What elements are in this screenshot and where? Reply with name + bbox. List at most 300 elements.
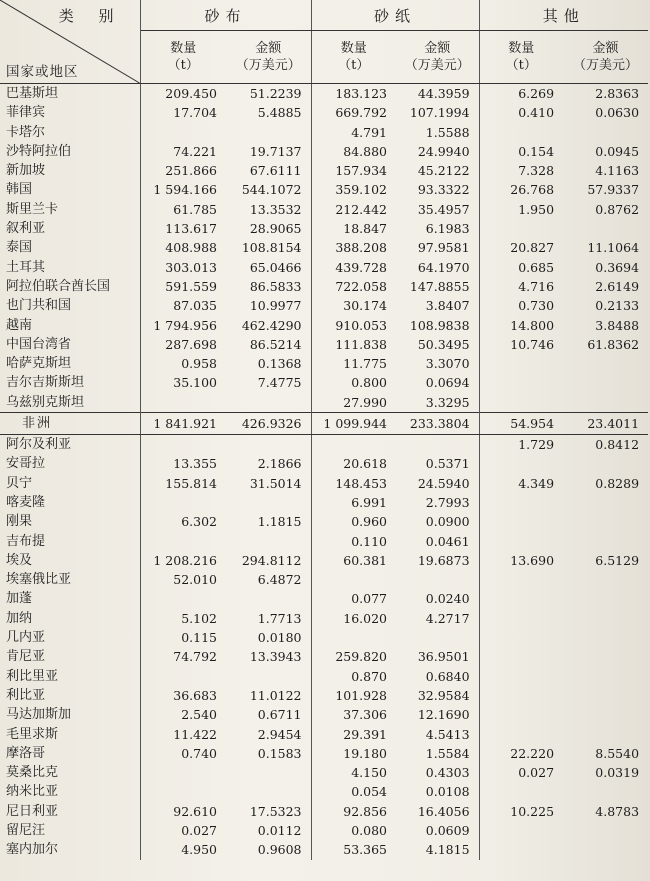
subheader-amount: 金额 （万美元） [563, 31, 648, 84]
cloth-quantity-cell: 6.302 [181, 514, 217, 530]
other-quantity-cell: 1.950 [518, 201, 555, 217]
country-name: 肯尼亚 [0, 647, 140, 666]
cloth-amount-cell [226, 532, 311, 551]
other-quantity-cell [479, 589, 563, 608]
paper-amount-cell: 97.9581 [396, 238, 479, 257]
table-row [0, 821, 648, 840]
cloth-quantity-cell: 1 841.921 [140, 413, 226, 435]
paper-amount-cell: 0.0108 [396, 782, 479, 801]
country-name: 利比里亚 [0, 667, 140, 686]
country-name: 塞内加尔 [0, 840, 140, 859]
country-name: 利比亚 [0, 686, 140, 705]
paper-amount-cell [396, 628, 479, 647]
cloth-quantity-cell: 2.540 [181, 707, 217, 723]
cloth-quantity-cell: 11.422 [173, 726, 217, 742]
cloth-amount-cell: 544.1072 [226, 180, 311, 199]
paper-amount-cell: 3.8407 [396, 296, 479, 315]
cloth-quantity-cell: 13.355 [173, 456, 217, 472]
cloth-amount-cell: 108.8154 [226, 238, 311, 257]
paper-quantity-cell: 359.102 [335, 182, 388, 198]
other-quantity-cell [479, 532, 563, 551]
cloth-quantity-cell: 1 794.956 [153, 317, 217, 333]
paper-quantity-cell [311, 628, 396, 647]
paper-quantity-cell: 11.775 [343, 356, 388, 372]
paper-quantity-cell: 20.618 [343, 456, 388, 472]
cloth-quantity-cell: 87.035 [173, 298, 217, 314]
other-quantity-cell [479, 512, 563, 531]
cloth-quantity-cell: 251.866 [165, 163, 217, 179]
paper-quantity-cell: 101.928 [335, 687, 388, 703]
cloth-quantity-cell [140, 123, 226, 142]
cloth-quantity-cell: 74.221 [173, 143, 217, 159]
cloth-quantity-cell [140, 667, 226, 686]
other-quantity-cell [479, 354, 563, 373]
other-amount-cell: 6.5129 [595, 552, 640, 568]
other-amount-cell [563, 512, 648, 531]
table-row [0, 647, 648, 666]
cloth-quantity-cell [140, 435, 226, 455]
other-amount-cell: 0.2133 [595, 298, 640, 314]
paper-amount-cell: 3.3295 [396, 393, 479, 413]
cloth-quantity-cell: 92.610 [173, 803, 217, 819]
other-amount-cell [563, 219, 648, 238]
other-quantity-cell [479, 454, 563, 473]
other-amount-cell [563, 840, 648, 859]
other-amount-cell: 8.5540 [595, 745, 640, 761]
other-amount-cell: 0.0319 [595, 765, 640, 781]
cloth-amount-cell: 19.7137 [226, 142, 311, 161]
other-quantity-cell: 26.768 [510, 182, 555, 198]
other-quantity-cell: 4.349 [518, 475, 555, 491]
paper-quantity-cell: 0.870 [351, 668, 388, 684]
subheader-quantity: 数量 （t） [479, 31, 563, 84]
cloth-quantity-cell: 52.010 [173, 572, 217, 588]
cloth-amount-cell: 51.2239 [226, 84, 311, 104]
other-amount-cell [563, 686, 648, 705]
cloth-amount-cell [226, 393, 311, 413]
cloth-amount-cell: 0.0180 [226, 628, 311, 647]
country-name: 中国台湾省 [0, 335, 140, 354]
table-row [0, 840, 648, 859]
paper-quantity-cell: 92.856 [343, 803, 388, 819]
paper-quantity-cell: 1 099.944 [311, 413, 396, 435]
other-amount-cell: 23.4011 [563, 413, 648, 435]
cloth-amount-cell: 0.1368 [226, 354, 311, 373]
other-quantity-cell [479, 686, 563, 705]
other-quantity-cell [479, 219, 563, 238]
paper-quantity-cell: 722.058 [335, 278, 388, 294]
cloth-amount-cell: 10.9977 [226, 296, 311, 315]
paper-quantity-cell: 6.991 [351, 494, 388, 510]
paper-quantity-cell: 910.053 [335, 317, 388, 333]
cloth-quantity-cell [140, 589, 226, 608]
other-quantity-cell: 10.746 [510, 336, 555, 352]
other-quantity-cell: 0.027 [518, 765, 555, 781]
paper-quantity-cell: 157.934 [335, 163, 388, 179]
other-amount-cell [563, 532, 648, 551]
other-quantity-cell: 54.954 [479, 413, 563, 435]
paper-amount-cell: 1.5588 [396, 123, 479, 142]
cloth-amount-cell: 1.7713 [226, 609, 311, 628]
other-amount-cell [563, 570, 648, 589]
paper-amount-cell: 0.0900 [396, 512, 479, 531]
paper-amount-cell [396, 570, 479, 589]
other-quantity-cell [479, 705, 563, 724]
table-row [0, 551, 648, 570]
paper-amount-cell: 0.0609 [396, 821, 479, 840]
country-name: 埃及 [0, 551, 140, 570]
other-quantity-cell [479, 725, 563, 744]
paper-quantity-cell: 84.880 [343, 143, 388, 159]
region-row [0, 413, 648, 435]
paper-quantity-cell [311, 435, 396, 455]
other-amount-cell: 4.1163 [595, 163, 640, 179]
header-corner [0, 0, 140, 84]
other-quantity-cell [479, 123, 563, 142]
paper-amount-cell: 44.3959 [396, 84, 479, 104]
other-quantity-cell: 4.716 [518, 278, 555, 294]
other-amount-cell [563, 628, 648, 647]
table-row [0, 238, 648, 257]
table-row [0, 782, 648, 801]
cloth-amount-cell: 0.9608 [226, 840, 311, 859]
other-quantity-cell: 0.730 [518, 298, 555, 314]
other-amount-cell: 11.1064 [587, 240, 640, 256]
country-name: 几内亚 [0, 628, 140, 647]
cloth-quantity-cell [140, 532, 226, 551]
other-amount-cell [563, 782, 648, 801]
paper-quantity-cell: 19.180 [343, 745, 388, 761]
table-row [0, 454, 648, 473]
paper-amount-cell: 3.3070 [396, 354, 479, 373]
table-row [0, 161, 648, 180]
table-row [0, 667, 648, 686]
other-quantity-cell: 14.800 [510, 317, 555, 333]
subheader-quantity: 数量 （t） [311, 31, 396, 84]
table-row [0, 103, 648, 122]
category-other: 其他 [479, 0, 648, 31]
table-row [0, 763, 648, 782]
other-quantity-cell [479, 393, 563, 413]
paper-amount-cell: 35.4957 [396, 200, 479, 219]
other-amount-cell [563, 667, 648, 686]
table-row [0, 686, 648, 705]
paper-quantity-cell: 439.728 [335, 259, 388, 275]
other-amount-cell [563, 821, 648, 840]
country-name: 沙特阿拉伯 [0, 142, 140, 161]
other-quantity-cell [479, 647, 563, 666]
other-quantity-cell [479, 570, 563, 589]
other-amount-cell [563, 705, 648, 724]
country-name: 土耳其 [0, 258, 140, 277]
country-name: 马达加斯加 [0, 705, 140, 724]
table-row [0, 200, 648, 219]
table-row [0, 316, 648, 335]
other-quantity-cell: 10.225 [510, 803, 555, 819]
paper-amount-cell: 16.4056 [396, 802, 479, 821]
paper-amount-cell: 2.7993 [396, 493, 479, 512]
cloth-amount-cell: 294.8112 [226, 551, 311, 570]
table-row [0, 493, 648, 512]
cloth-amount-cell: 2.9454 [226, 725, 311, 744]
cloth-quantity-cell: 113.617 [165, 221, 217, 237]
cloth-amount-cell: 86.5214 [226, 335, 311, 354]
other-amount-cell [563, 493, 648, 512]
cloth-amount-cell [226, 782, 311, 801]
table-row [0, 180, 648, 199]
paper-amount-cell: 1.5584 [396, 744, 479, 763]
cloth-quantity-cell [140, 493, 226, 512]
paper-amount-cell: 107.1994 [396, 103, 479, 122]
other-amount-cell [563, 354, 648, 373]
paper-amount-cell: 19.6873 [396, 551, 479, 570]
cloth-amount-cell: 6.4872 [226, 570, 311, 589]
paper-amount-cell: 0.4303 [396, 763, 479, 782]
cloth-amount-cell [226, 589, 311, 608]
cloth-amount-cell: 17.5323 [226, 802, 311, 821]
other-amount-cell: 3.8488 [595, 317, 640, 333]
paper-quantity-cell: 0.054 [351, 784, 388, 800]
table-row [0, 123, 648, 142]
cloth-amount-cell: 13.3532 [226, 200, 311, 219]
table-row [0, 744, 648, 763]
cloth-amount-cell: 0.6711 [226, 705, 311, 724]
other-quantity-cell: 1.729 [518, 437, 555, 453]
subheader-quantity: 数量 （t） [140, 31, 226, 84]
country-name: 毛里求斯 [0, 725, 140, 744]
cloth-amount-cell: 86.5833 [226, 277, 311, 296]
paper-quantity-cell: 4.150 [351, 765, 388, 781]
cloth-quantity-cell: 0.958 [181, 356, 217, 372]
other-amount-cell: 0.0945 [595, 143, 640, 159]
country-name: 巴基斯坦 [0, 84, 140, 104]
table-row [0, 725, 648, 744]
paper-quantity-cell: 0.110 [351, 533, 388, 549]
paper-quantity-cell: 29.391 [343, 726, 388, 742]
other-quantity-cell [479, 821, 563, 840]
cloth-quantity-cell [140, 782, 226, 801]
cloth-quantity-cell: 4.950 [181, 842, 217, 858]
paper-amount-cell: 108.9838 [396, 316, 479, 335]
region-name: 非洲 [0, 413, 140, 435]
country-name: 吉布提 [0, 532, 140, 551]
cloth-quantity-cell [140, 763, 226, 782]
cloth-amount-cell: 65.0466 [226, 258, 311, 277]
other-quantity-cell [479, 667, 563, 686]
table-row [0, 474, 648, 493]
other-quantity-cell [479, 782, 563, 801]
cloth-amount-cell: 28.9065 [226, 219, 311, 238]
paper-quantity-cell: 0.960 [351, 514, 388, 530]
paper-amount-cell: 6.1983 [396, 219, 479, 238]
other-amount-cell: 0.8762 [595, 201, 640, 217]
cloth-amount-cell: 11.0122 [226, 686, 311, 705]
paper-amount-cell: 4.2717 [396, 609, 479, 628]
paper-amount-cell: 0.0694 [396, 373, 479, 392]
other-amount-cell: 61.8362 [587, 336, 640, 352]
paper-quantity-cell: 212.442 [335, 201, 388, 217]
paper-quantity-cell: 0.800 [351, 375, 388, 391]
paper-amount-cell: 147.8855 [396, 277, 479, 296]
other-quantity-cell [479, 628, 563, 647]
other-amount-cell [563, 454, 648, 473]
cloth-quantity-cell: 0.115 [181, 630, 217, 646]
other-amount-cell [563, 589, 648, 608]
table-row [0, 219, 648, 238]
paper-quantity-cell: 111.838 [335, 336, 388, 352]
other-quantity-cell: 6.269 [518, 86, 555, 101]
paper-amount-cell: 50.3495 [396, 335, 479, 354]
cloth-amount-cell: 31.5014 [226, 474, 311, 493]
other-amount-cell: 0.0630 [595, 105, 640, 121]
country-name: 乌兹别克斯坦 [0, 393, 140, 413]
country-name: 哈萨克斯坦 [0, 354, 140, 373]
cloth-quantity-cell: 74.792 [173, 649, 217, 665]
paper-amount-cell: 24.9940 [396, 142, 479, 161]
country-name: 吉尔吉斯斯坦 [0, 373, 140, 392]
other-amount-cell [563, 647, 648, 666]
country-name: 刚果 [0, 512, 140, 531]
cloth-quantity-cell: 209.450 [165, 86, 217, 101]
table-row [0, 84, 648, 104]
subheader-amount: 金额 （万美元） [226, 31, 311, 84]
table-row [0, 512, 648, 531]
country-name: 也门共和国 [0, 296, 140, 315]
other-amount-cell: 0.8289 [595, 475, 640, 491]
country-name: 贝宁 [0, 474, 140, 493]
other-amount-cell: 4.8783 [595, 803, 640, 819]
paper-amount-cell: 12.1690 [396, 705, 479, 724]
cloth-quantity-cell: 5.102 [181, 610, 217, 626]
cloth-quantity-cell: 303.013 [165, 259, 217, 275]
paper-amount-cell: 0.0240 [396, 589, 479, 608]
cloth-quantity-cell: 61.785 [173, 201, 217, 217]
table-row [0, 258, 648, 277]
table-row [0, 373, 648, 392]
other-amount-cell [563, 373, 648, 392]
other-amount-cell [563, 609, 648, 628]
paper-quantity-cell: 16.020 [343, 610, 388, 626]
country-name: 阿拉伯联合酋长国 [0, 277, 140, 296]
cloth-quantity-cell: 155.814 [165, 475, 217, 491]
country-name: 斯里兰卡 [0, 200, 140, 219]
cloth-amount-cell: 67.6111 [226, 161, 311, 180]
country-name: 加蓬 [0, 589, 140, 608]
other-quantity-cell: 22.220 [510, 745, 555, 761]
table-row [0, 532, 648, 551]
cloth-amount-cell [226, 493, 311, 512]
paper-quantity-cell: 30.174 [343, 298, 388, 314]
other-amount-cell [563, 725, 648, 744]
paper-amount-cell: 233.3804 [396, 413, 479, 435]
cloth-amount-cell: 5.4885 [226, 103, 311, 122]
paper-quantity-cell: 53.365 [343, 842, 388, 858]
country-name: 埃塞俄比亚 [0, 570, 140, 589]
other-quantity-cell: 0.410 [518, 105, 555, 121]
paper-amount-cell [396, 435, 479, 455]
country-name: 留尼汪 [0, 821, 140, 840]
table-row [0, 277, 648, 296]
other-amount-cell: 0.3694 [595, 259, 640, 275]
other-amount-cell: 2.6149 [595, 278, 640, 294]
table-row [0, 142, 648, 161]
paper-amount-cell: 36.9501 [396, 647, 479, 666]
country-name: 加纳 [0, 609, 140, 628]
country-name: 菲律宾 [0, 103, 140, 122]
cloth-amount-cell [226, 667, 311, 686]
table-row [0, 296, 648, 315]
cloth-amount-cell [226, 123, 311, 142]
cloth-amount-cell: 1.1815 [226, 512, 311, 531]
other-quantity-cell: 0.154 [518, 143, 555, 159]
country-name: 韩国 [0, 180, 140, 199]
country-name: 安哥拉 [0, 454, 140, 473]
other-quantity-cell: 7.328 [518, 163, 555, 179]
paper-quantity-cell: 148.453 [335, 475, 388, 491]
cloth-amount-cell: 462.4290 [226, 316, 311, 335]
cloth-quantity-cell: 287.698 [165, 336, 217, 352]
country-name: 尼日利亚 [0, 802, 140, 821]
paper-quantity-cell: 0.077 [351, 591, 388, 607]
category-abrasive-paper: 砂纸 [311, 0, 479, 31]
cloth-amount-cell: 7.4775 [226, 373, 311, 392]
table-row [0, 354, 648, 373]
other-quantity-cell [479, 609, 563, 628]
other-quantity-cell [479, 493, 563, 512]
table-row [0, 589, 648, 608]
cloth-amount-cell: 0.0112 [226, 821, 311, 840]
paper-amount-cell: 64.1970 [396, 258, 479, 277]
other-amount-cell: 57.9337 [587, 182, 640, 198]
cloth-quantity-cell: 1 208.216 [153, 552, 217, 568]
cloth-quantity-cell: 17.704 [173, 105, 217, 121]
paper-quantity-cell: 259.820 [335, 649, 388, 665]
table-row [0, 335, 648, 354]
paper-amount-cell: 4.1815 [396, 840, 479, 859]
paper-quantity-cell: 27.990 [343, 394, 388, 410]
cloth-amount-cell [226, 435, 311, 455]
cloth-amount-cell: 426.9326 [226, 413, 311, 435]
table-row [0, 628, 648, 647]
country-name: 越南 [0, 316, 140, 335]
country-name: 泰国 [0, 238, 140, 257]
paper-amount-cell: 93.3322 [396, 180, 479, 199]
paper-quantity-cell: 18.847 [343, 221, 388, 237]
other-quantity-cell: 13.690 [510, 552, 555, 568]
country-name: 摩洛哥 [0, 744, 140, 763]
table-row [0, 705, 648, 724]
paper-quantity-cell: 4.791 [351, 124, 388, 140]
other-quantity-cell: 20.827 [510, 240, 555, 256]
cloth-quantity-cell [140, 393, 226, 413]
cloth-quantity-cell: 0.027 [181, 822, 217, 838]
paper-amount-cell: 4.5413 [396, 725, 479, 744]
other-quantity-cell: 0.685 [518, 259, 555, 275]
cloth-quantity-cell: 35.100 [173, 375, 217, 391]
other-amount-cell [563, 393, 648, 413]
country-name: 阿尔及利亚 [0, 435, 140, 455]
paper-quantity-cell: 37.306 [343, 707, 388, 723]
paper-amount-cell: 0.0461 [396, 532, 479, 551]
table-row [0, 570, 648, 589]
table-row [0, 802, 648, 821]
paper-amount-cell: 24.5940 [396, 474, 479, 493]
paper-amount-cell: 45.2122 [396, 161, 479, 180]
other-amount-cell: 2.8363 [595, 86, 640, 101]
other-quantity-cell [479, 373, 563, 392]
cloth-quantity-cell: 0.740 [181, 745, 217, 761]
cloth-quantity-cell: 591.559 [165, 278, 217, 294]
